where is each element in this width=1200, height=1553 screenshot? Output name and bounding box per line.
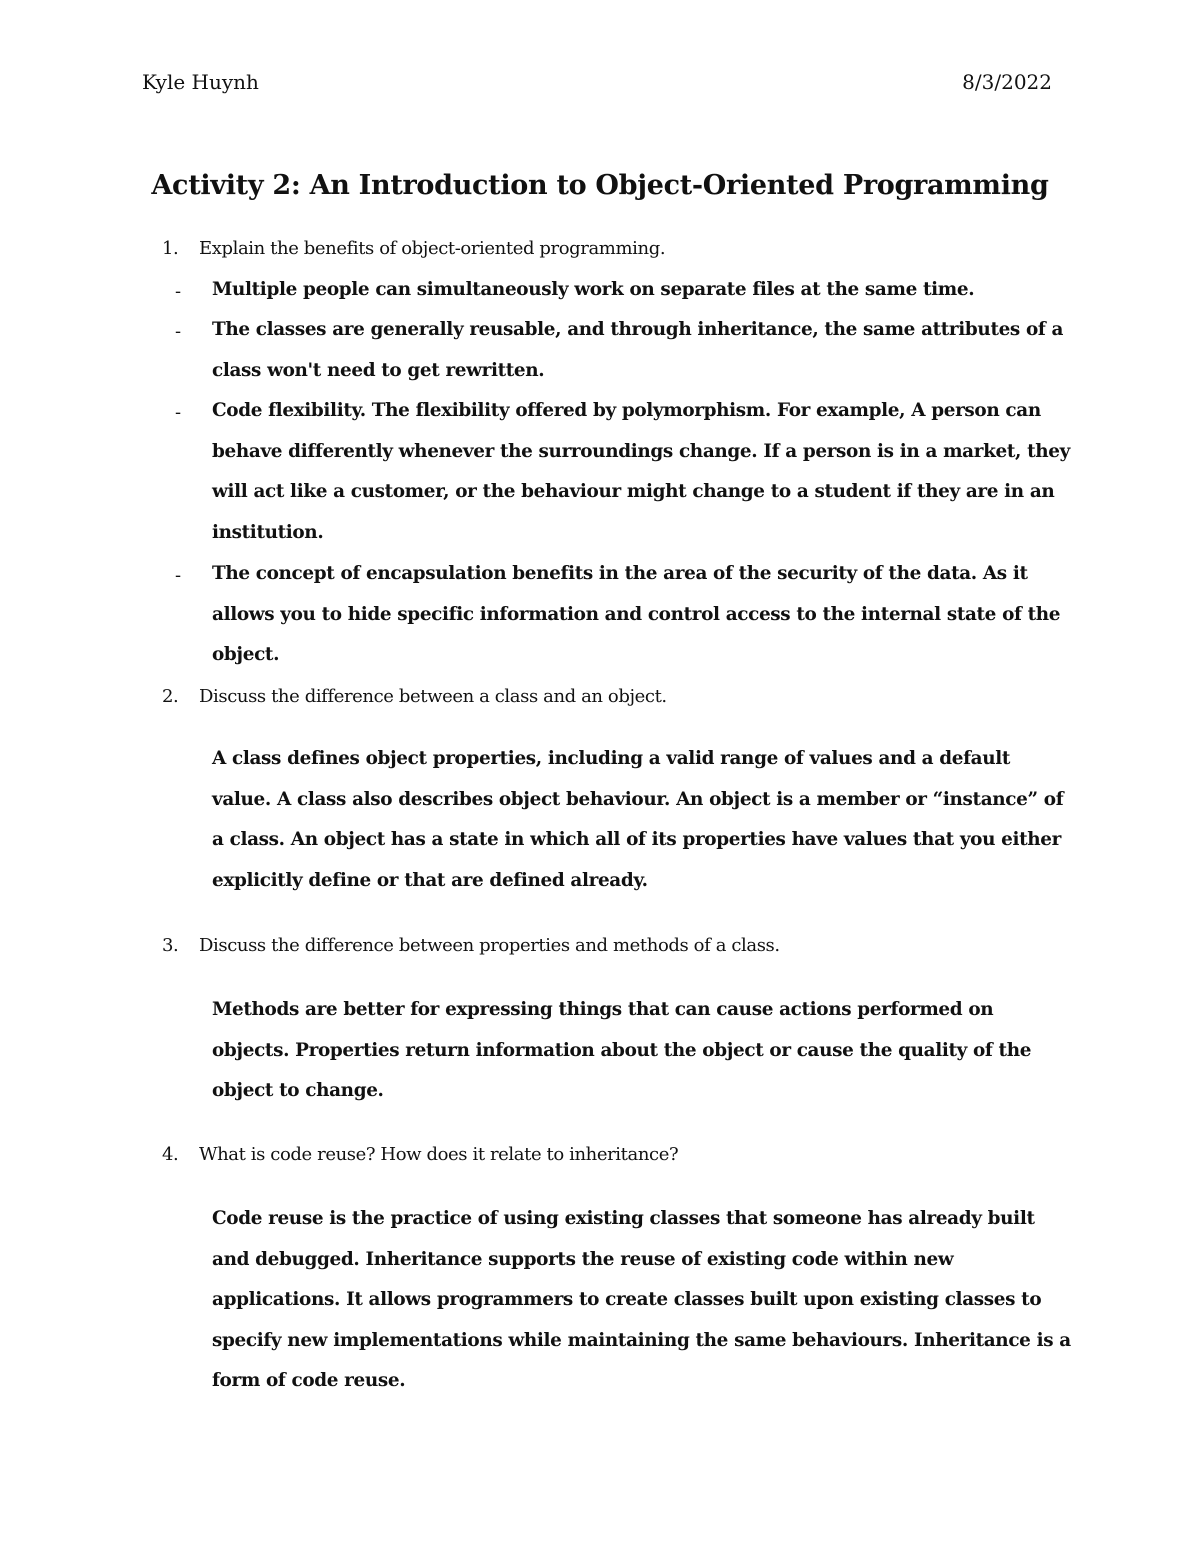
- question-3: [162, 933, 780, 959]
- bullet-answer: Code flexibility. The flexibility offered by polymorphism. For example, A person can behave differently whenever the surroundings change. If a person is in a market, they will act like a customer, or the behaviour might change to a student if they are in an institution.: [212, 400, 1070, 543]
- bullet-answer: The classes are generally reusable, and through inheritance, the same attributes of a class won't need to get rewritten.: [212, 319, 1064, 381]
- question-text: Discuss the difference between a class and an object.: [199, 686, 667, 707]
- question-number: 4.: [162, 1144, 179, 1165]
- question-number: 3.: [162, 935, 179, 956]
- bullet-marker: -: [175, 321, 182, 342]
- bullet-answer: Multiple people can simultaneously work on separate files at the same time.: [212, 279, 975, 300]
- question-number: 1.: [162, 238, 179, 259]
- question-4: [162, 1142, 678, 1168]
- bullet-marker: -: [175, 402, 182, 423]
- question-number: 2.: [162, 686, 179, 707]
- question-text: Explain the benefits of object-oriented programming.: [199, 238, 666, 259]
- bullet-marker: -: [175, 281, 182, 302]
- document-date: 8/3/2022: [962, 70, 1052, 94]
- answer-paragraph: A class defines object properties, including a valid range of values and a default value. A class also describes object behaviour. An object is a member or “instance” of a class. An object has a state in which all of its properties have values that you either explicitly define or that are defined already.: [212, 748, 1064, 891]
- question-1: [162, 236, 665, 262]
- author-name: Kyle Huynh: [142, 70, 259, 94]
- answer-paragraph: Code reuse is the practice of using existing classes that someone has already built and debugged. Inheritance supports the reuse of existing code within new applications. It allows programmers to create classes built upon existing classes to specify new implementations while maintaining the same behaviours. Inheritance is a form of code reuse.: [212, 1208, 1071, 1391]
- question-text: Discuss the difference between properties and methods of a class.: [199, 935, 780, 956]
- page-title: Activity 2: An Introduction to Object-Oriented Programming: [151, 170, 1049, 201]
- question-text: What is code reuse? How does it relate to inheritance?: [199, 1144, 679, 1165]
- bullet-answer: The concept of encapsulation benefits in the area of the security of the data. As it allows you to hide specific information and control access to the internal state of the object.: [212, 563, 1061, 665]
- bullet-marker: -: [175, 565, 182, 586]
- answer-paragraph: Methods are better for expressing things that can cause actions performed on objects. Properties return information about the object or cause the quality of the object to change.: [212, 999, 1032, 1101]
- question-2: [162, 684, 667, 710]
